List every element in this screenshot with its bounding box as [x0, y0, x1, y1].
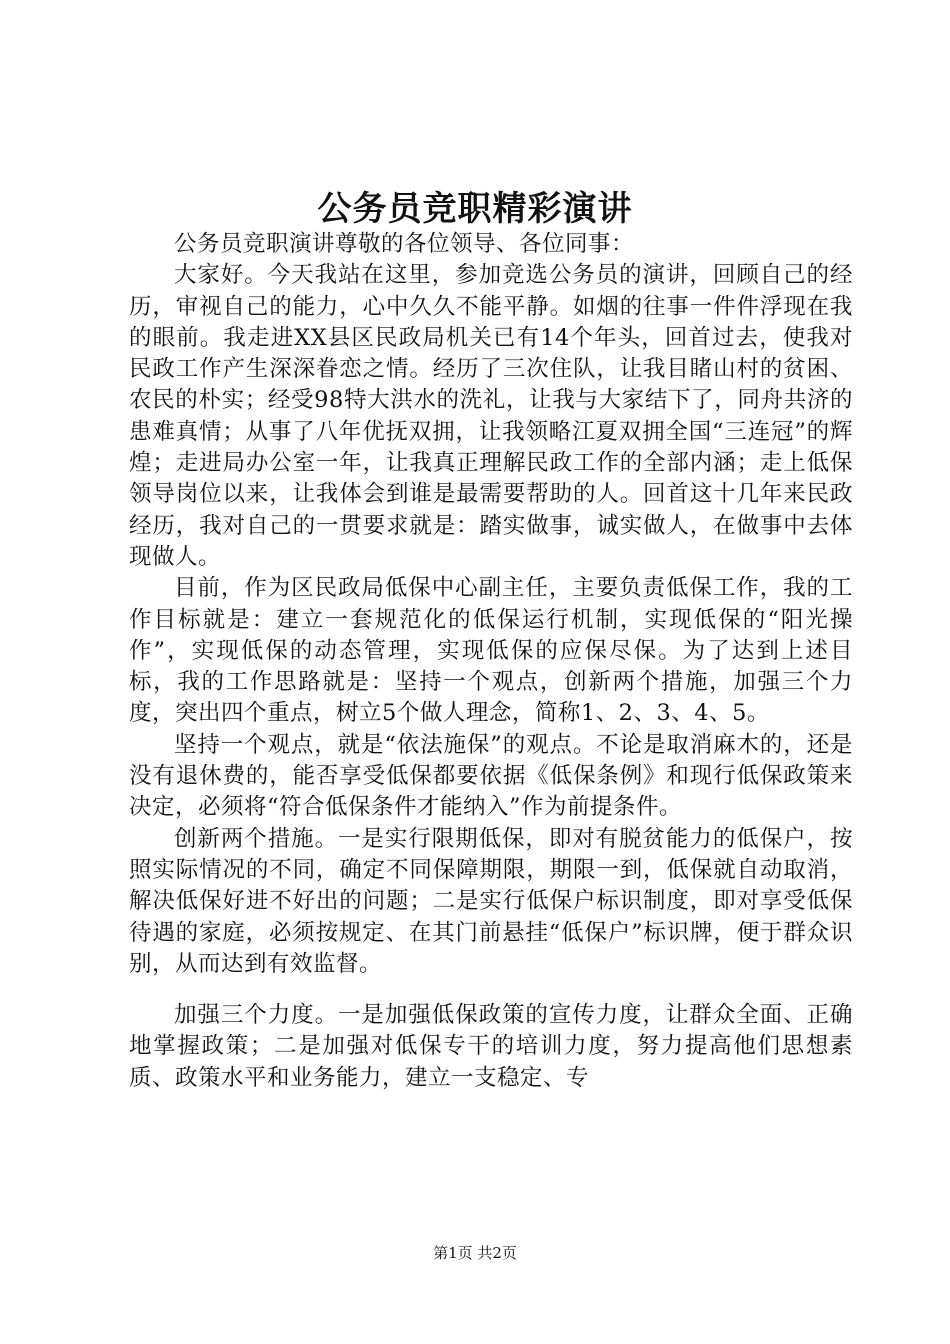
- document-body: [129, 229, 853, 1094]
- paragraph-two-measures: 创新两个措施。一是实行限期低保，即对有脱贫能力的低保户，按照实际情况的不同，确定不同保障期限，期限一到，低保就自动取消，解决低保好进不好出的问题；二是实行低保户标识制度，即对享受低保待遇的家庭，必须按规定、在其门前悬挂“低保户”标识牌，便于群众识别，从而达到有效监督。: [129, 825, 853, 977]
- paragraph-work-goals: 目前，作为区民政局低保中心副主任，主要负责低保工作，我的工作目标就是：建立一套规范化的低保运行机制，实现低保的“阳光操作”，实现低保的动态管理，实现低保的应保尽保。为了达到上述目标，我的工作思路就是：坚持一个观点，创新两个措施，加强三个力度，突出四个重点，树立5个做人理念，简称1、2、3、4、5。: [129, 575, 853, 727]
- paragraph-one-viewpoint: 坚持一个观点，就是“依法施保”的观点。不论是取消麻木的，还是没有退休费的，能否享受低保都要依据《低保条例》和现行低保政策来决定，必须将“符合低保条件才能纳入”作为前提条件。: [129, 731, 853, 821]
- page-number-footer: 第1页 共2页: [433, 1244, 517, 1262]
- paragraph-introduction: 大家好。今天我站在这里，参加竞选公务员的演讲，回顾自己的经历，审视自己的能力，心中久久不能平静。如烟的往事一件件浮现在我的眼前。我走进XX县区民政局机关已有14个年头，回首过去，使我对民政工作产生深深眷恋之情。经历了三次住队，让我目睹山村的贫困、农民的朴实；经受98特大洪水的洗礼，让我与大家结下了，同舟共济的患难真情；从事了八年优抚双拥，让我领略江夏双拥全国“三连冠”的辉煌；走进局办公室一年，让我真正理解民政工作的全部内涵；走上低保领导岗位以来，让我体会到谁是最需要帮助的人。回首这十几年来民政经历，我对自己的一贯要求就是：踏实做事，诚实做人，在做事中去体现做人。: [129, 262, 853, 570]
- paragraph-three-efforts: 加强三个力度。一是加强低保政策的宣传力度，让群众全面、正确地掌握政策；二是加强对低保专干的培训力度，努力提高他们思想素质、政策水平和业务能力，建立一支稳定、专: [129, 1002, 853, 1091]
- paragraph-salutation: 公务员竞职演讲尊敬的各位领导、各位同事：: [174, 231, 635, 257]
- document-title: 公务员竞职精彩演讲: [317, 189, 633, 229]
